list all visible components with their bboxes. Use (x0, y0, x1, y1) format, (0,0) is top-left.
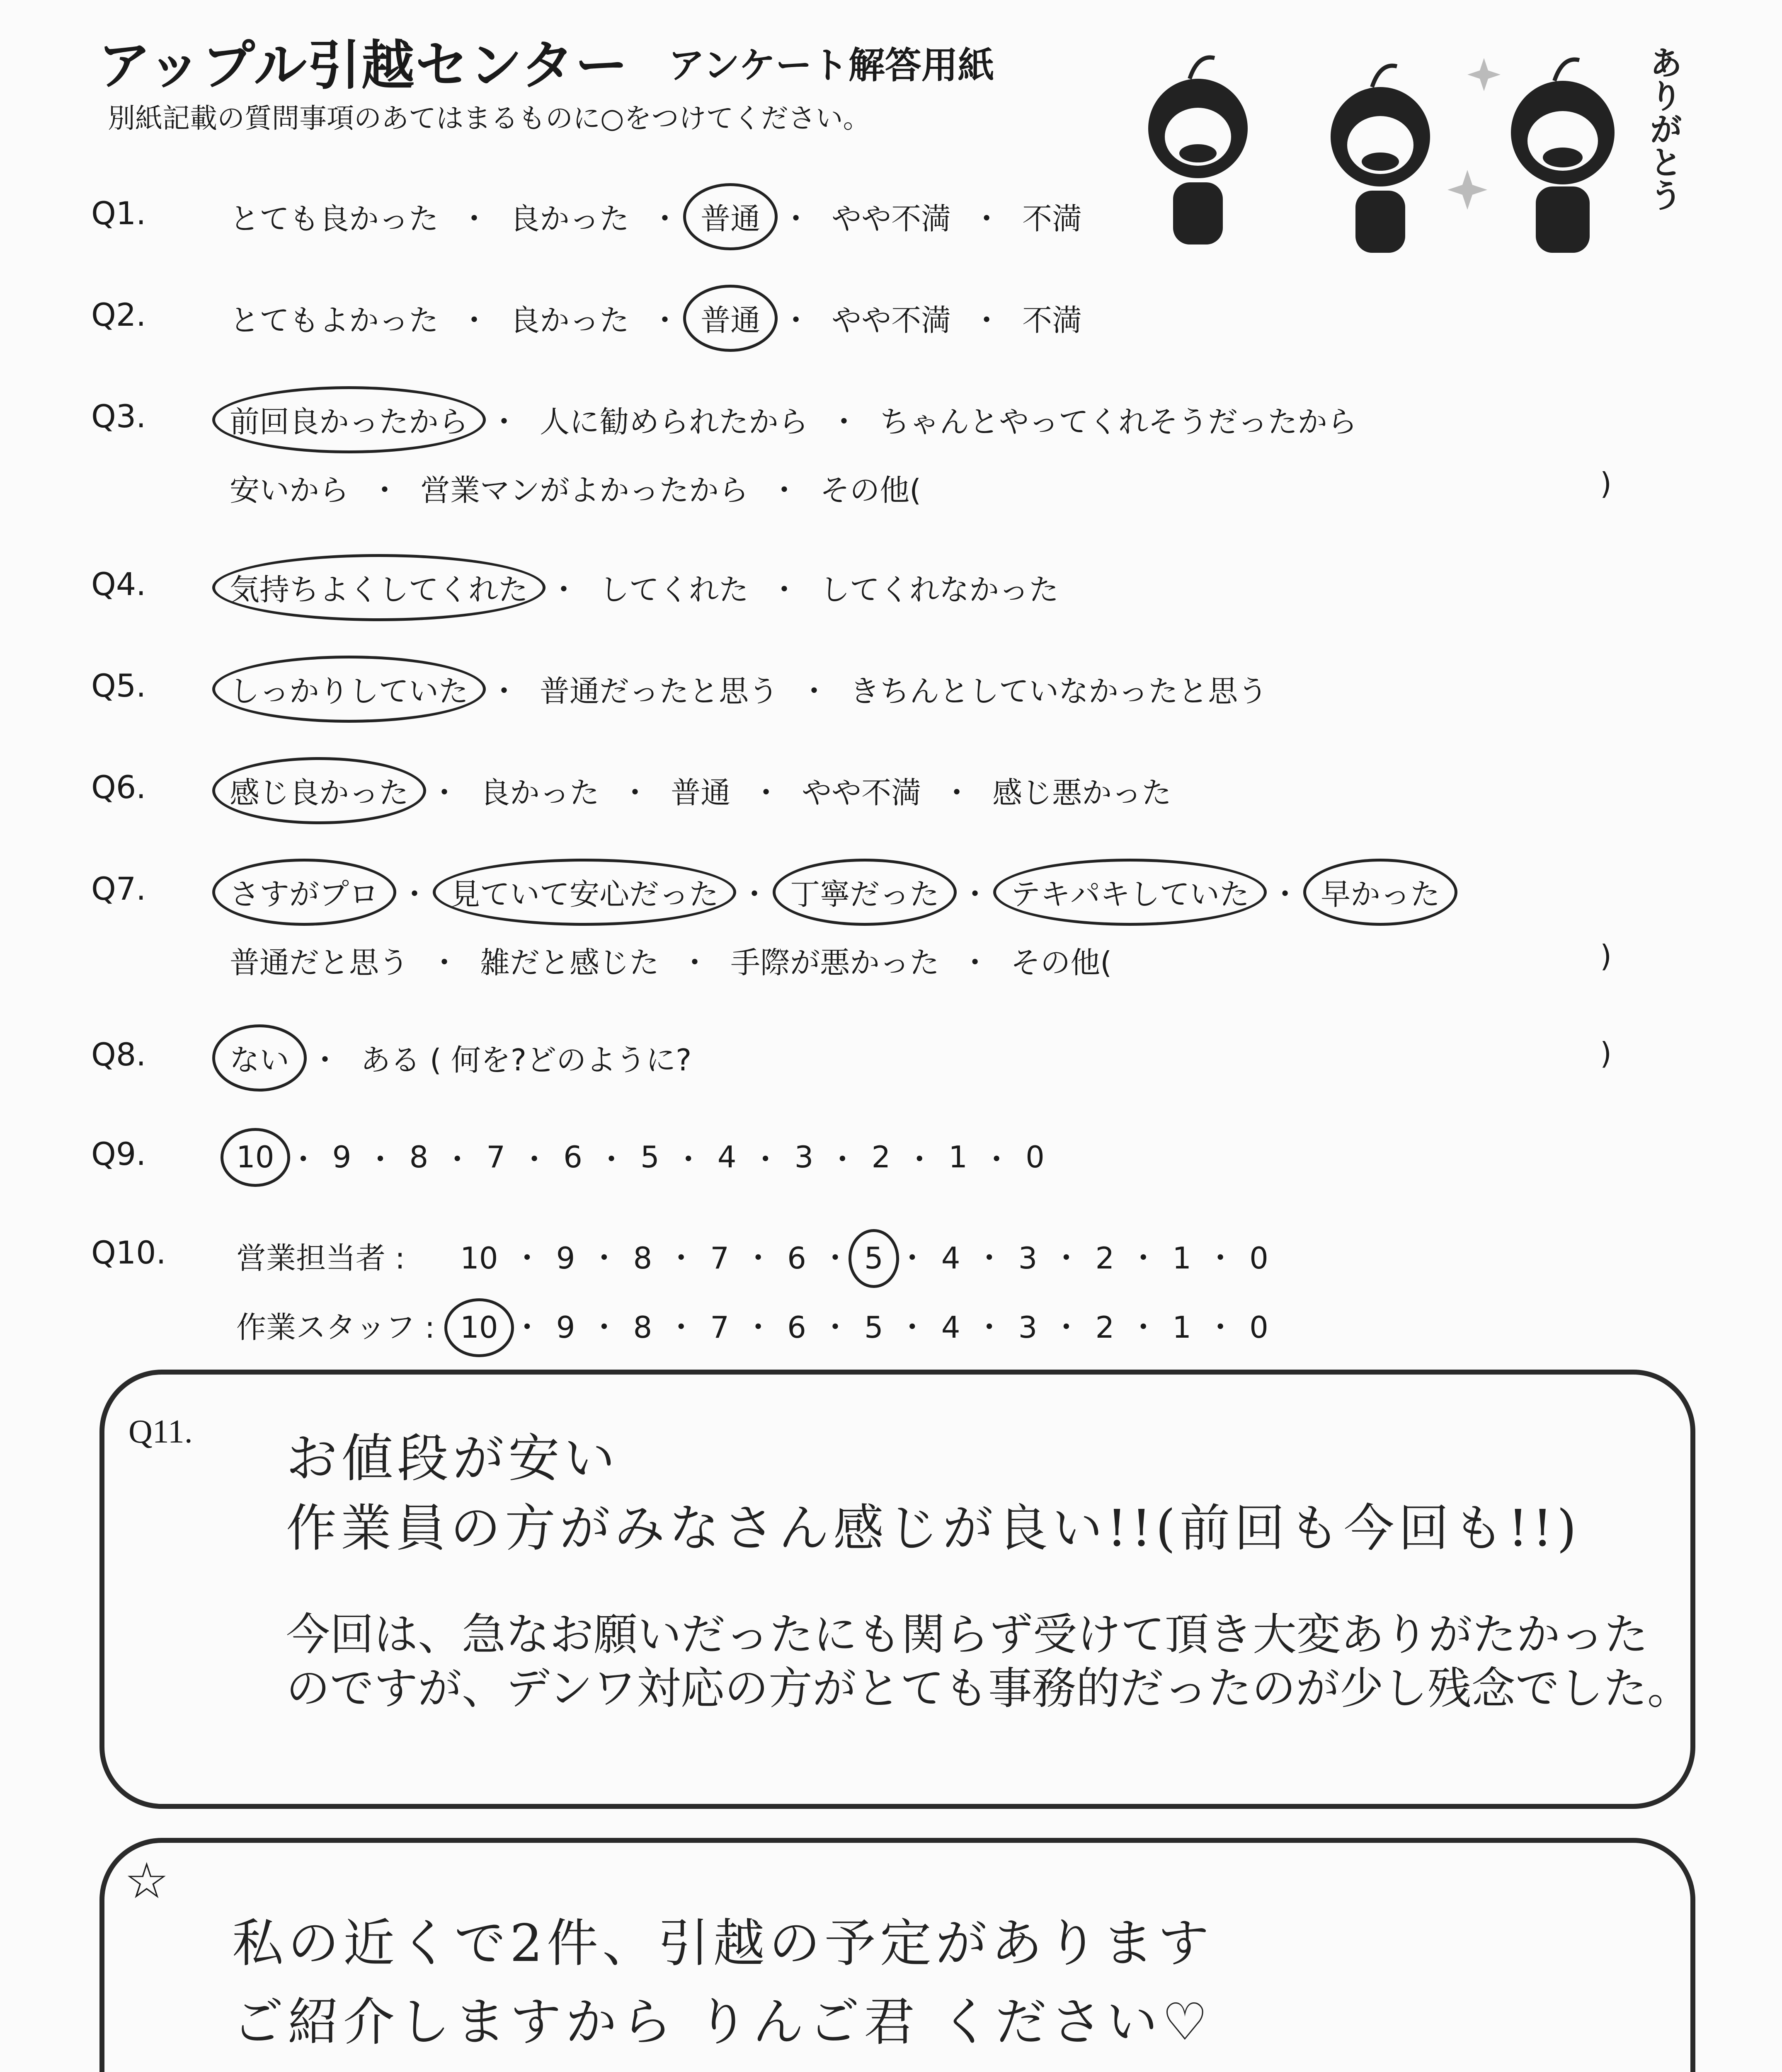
q3-label: Q3. (91, 398, 146, 435)
q2-options-line (228, 296, 1084, 339)
score-option[interactable]: 7 (710, 1241, 730, 1276)
score-option[interactable]: 2 (1095, 1241, 1115, 1276)
answer-option[interactable]: 営業マンがよかったから (420, 473, 749, 508)
score-option[interactable]: 0 (1026, 1140, 1045, 1174)
answer-option[interactable]: 雑だと感じた (480, 945, 659, 980)
answer-option[interactable]: しっかりしていた (228, 667, 470, 710)
score-option[interactable]: 8 (633, 1241, 652, 1276)
answer-option[interactable]: 丁寧だった (788, 870, 941, 913)
q5-label: Q5. (91, 667, 146, 704)
separator: ・ (974, 1310, 1004, 1345)
answer-option[interactable]: 普通だと思う (230, 945, 409, 980)
form-title: アンケート解答用紙 (668, 44, 994, 87)
separator: ・ (442, 1142, 473, 1177)
instruction-text: 別紙記載の質問事項のあてはまるものに○をつけてください。 (108, 102, 870, 134)
separator: ・ (897, 1310, 927, 1345)
q4-options-line (228, 566, 1060, 609)
q1-label: Q1. (91, 195, 146, 232)
closing-paren: ) (1600, 939, 1612, 973)
separator: ・ (549, 572, 579, 607)
q11-line-4: のですが、デンワ対応の方がとても事務的だったのが少し残念でした。 (286, 1663, 1691, 1714)
answer-option[interactable]: 良かった (510, 303, 630, 338)
separator: ・ (429, 945, 460, 980)
mascot-caption: ありがとう (1644, 46, 1683, 211)
score-option[interactable]: 7 (710, 1310, 730, 1345)
q10-label: Q10. (91, 1234, 166, 1271)
q10-staff-scale (460, 1303, 1268, 1346)
star-icon: ☆ (124, 1852, 169, 1910)
answer-option[interactable]: 感じ良かった (228, 769, 410, 812)
separator: ・ (799, 674, 829, 709)
answer-option[interactable]: 普通 (699, 195, 762, 238)
q8-options-line (228, 1036, 693, 1079)
answer-option[interactable]: 良かった (480, 775, 600, 810)
separator: ・ (960, 877, 990, 912)
score-option[interactable]: 2 (871, 1140, 891, 1174)
answer-option[interactable]: 気持ちよくしてくれた (228, 566, 530, 609)
score-option[interactable]: 4 (941, 1241, 960, 1276)
separator: ・ (781, 303, 811, 338)
separator: ・ (972, 303, 1002, 338)
separator: ・ (904, 1142, 935, 1177)
separator: ・ (1128, 1241, 1159, 1276)
answer-option[interactable]: 手際が悪かった (730, 945, 940, 980)
q10-row-sales (236, 1234, 1268, 1277)
separator: ・ (743, 1310, 773, 1345)
separator: ・ (489, 404, 519, 439)
separator: ・ (1205, 1310, 1236, 1345)
separator: ・ (982, 1142, 1012, 1177)
separator: ・ (820, 1241, 850, 1276)
score-option[interactable]: 10 (236, 1140, 274, 1174)
separator: ・ (519, 1142, 550, 1177)
q6-label: Q6. (91, 769, 146, 806)
score-option[interactable]: 4 (941, 1310, 960, 1345)
score-option[interactable]: 8 (633, 1310, 652, 1345)
score-option[interactable]: 5 (864, 1241, 883, 1276)
separator: ・ (827, 1142, 858, 1177)
separator: ・ (459, 303, 490, 338)
separator: ・ (960, 945, 990, 980)
score-option[interactable]: 3 (794, 1140, 814, 1174)
answer-option[interactable]: 安いから (230, 473, 349, 508)
answer-option[interactable]: とてもよかった (230, 303, 439, 338)
separator: ・ (1051, 1241, 1081, 1276)
answer-option[interactable]: ない (228, 1036, 291, 1079)
answer-option[interactable]: 普通 (699, 296, 762, 339)
score-option[interactable]: 6 (787, 1310, 806, 1345)
separator: ・ (942, 775, 972, 810)
separator: ・ (769, 473, 800, 508)
separator: ・ (781, 201, 811, 236)
q11-line-3: 今回は、急なお願いだったにも関らず受けて頂き大変ありがたかった (286, 1609, 1648, 1660)
closing-paren: ) (1600, 1036, 1612, 1071)
separator: ・ (596, 1142, 626, 1177)
separator: ・ (400, 877, 430, 912)
separator: ・ (750, 1142, 781, 1177)
separator: ・ (1205, 1241, 1236, 1276)
score-option[interactable]: 1 (1172, 1241, 1192, 1276)
separator: ・ (820, 1310, 850, 1345)
score-option[interactable]: 5 (640, 1140, 659, 1174)
answer-option[interactable]: 普通だったと思う (540, 674, 779, 709)
q7-options-line (228, 870, 1442, 913)
answer-option[interactable]: きちんとしていなかったと思う (850, 674, 1268, 709)
company-title: アップル引越センター (98, 35, 629, 97)
score-option[interactable]: 0 (1249, 1310, 1268, 1345)
separator: ・ (365, 1142, 395, 1177)
answer-option[interactable]: テキパキしていた (1009, 870, 1251, 913)
separator: ・ (620, 775, 650, 810)
score-option[interactable]: 1 (1172, 1310, 1192, 1345)
q8-label: Q8. (91, 1036, 146, 1073)
answer-option[interactable]: やや不満 (832, 201, 951, 236)
answer-option[interactable]: ある ( 何を?どのように? (361, 1043, 692, 1077)
q5-options-line (228, 667, 1269, 710)
answer-option[interactable]: 不満 (1022, 303, 1082, 338)
separator: ・ (1128, 1310, 1159, 1345)
score-option[interactable]: 9 (556, 1241, 575, 1276)
score-option[interactable]: 5 (864, 1310, 883, 1345)
q10-row-staff (236, 1303, 1268, 1346)
separator: ・ (512, 1241, 542, 1276)
score-option[interactable]: 9 (332, 1140, 352, 1174)
q3-options-line (228, 398, 1359, 441)
q7-label: Q7. (91, 870, 146, 907)
separator: ・ (429, 775, 460, 810)
separator: ・ (769, 572, 800, 607)
q9-scale (236, 1135, 1045, 1179)
separator: ・ (512, 1310, 542, 1345)
separator: ・ (459, 201, 490, 236)
separator: ・ (1270, 877, 1300, 912)
answer-option[interactable]: してくれた (599, 572, 749, 607)
separator: ・ (680, 945, 710, 980)
answer-option[interactable]: やや不満 (832, 303, 951, 338)
separator: ・ (751, 775, 781, 810)
answer-option[interactable]: やや不満 (802, 775, 921, 810)
separator: ・ (650, 201, 680, 236)
note-line-1: 私の近くで2件、引越の予定があります (232, 1914, 1213, 1973)
q10-sales-label: 営業担当者 : (236, 1241, 405, 1276)
score-option[interactable]: 10 (460, 1310, 498, 1345)
score-option[interactable]: 8 (409, 1140, 429, 1174)
separator: ・ (1051, 1310, 1081, 1345)
q9-label: Q9. (91, 1135, 146, 1172)
separator: ・ (739, 877, 770, 912)
score-option[interactable]: 10 (460, 1241, 498, 1276)
score-option[interactable]: 6 (787, 1241, 806, 1276)
score-option[interactable]: 9 (556, 1310, 575, 1345)
answer-option[interactable]: 早かった (1319, 870, 1442, 913)
answer-option[interactable]: その他( (1011, 945, 1112, 980)
separator: ・ (370, 473, 400, 508)
answer-option[interactable]: とても良かった (230, 201, 439, 236)
answer-option[interactable]: 良かった (510, 201, 630, 236)
score-option[interactable]: 4 (717, 1140, 737, 1174)
answer-option[interactable]: 前回良かったから (228, 398, 470, 441)
q3-options-line (228, 466, 923, 509)
score-option[interactable]: 1 (948, 1140, 968, 1174)
q7-options-line (228, 939, 1113, 982)
closing-paren: ) (1600, 466, 1612, 501)
answer-option[interactable]: 感じ悪かった (992, 775, 1172, 810)
separator: ・ (829, 404, 859, 439)
answer-option[interactable]: 不満 (1022, 201, 1082, 236)
q6-options-line (228, 769, 1173, 812)
score-option[interactable]: 2 (1095, 1310, 1115, 1345)
answer-option[interactable]: 見ていて安心だった (449, 870, 720, 913)
answer-option[interactable]: してくれなかった (820, 572, 1059, 607)
q4-label: Q4. (91, 566, 146, 603)
score-option[interactable]: 7 (486, 1140, 506, 1174)
separator: ・ (972, 201, 1002, 236)
q11-line-2: 作業員の方がみなさん感じが良い!!(前回も今回も!!) (286, 1499, 1581, 1558)
score-option[interactable]: 3 (1018, 1241, 1038, 1276)
separator: ・ (489, 674, 519, 709)
answer-option[interactable]: 普通 (671, 775, 731, 810)
mascot-illustration (1127, 33, 1675, 265)
score-option[interactable]: 3 (1018, 1310, 1038, 1345)
answer-option[interactable]: 人に勧められたから (540, 404, 809, 439)
note-line-2: ご紹介しますから りんご君 ください♡ (232, 1992, 1212, 2052)
separator: ・ (897, 1241, 927, 1276)
q1-options-line (228, 195, 1084, 238)
separator: ・ (666, 1310, 696, 1345)
answer-option[interactable]: ちゃんとやってくれそうだったから (880, 404, 1358, 439)
separator: ・ (650, 303, 680, 338)
separator: ・ (589, 1241, 619, 1276)
q10-sales-scale (460, 1234, 1268, 1277)
separator: ・ (673, 1142, 703, 1177)
score-option[interactable]: 6 (563, 1140, 582, 1174)
separator: ・ (288, 1142, 318, 1177)
answer-option[interactable]: その他( (820, 473, 921, 508)
separator: ・ (974, 1241, 1004, 1276)
q10-staff-label: 作業スタッフ : (236, 1310, 435, 1345)
separator: ・ (589, 1310, 619, 1345)
q11-label: Q11. (128, 1414, 193, 1450)
answer-option[interactable]: さすがプロ (228, 870, 381, 913)
separator: ・ (666, 1241, 696, 1276)
q2-label: Q2. (91, 296, 146, 333)
q11-line-1: お値段が安い (286, 1429, 620, 1489)
separator: ・ (310, 1043, 340, 1077)
separator: ・ (743, 1241, 773, 1276)
score-option[interactable]: 0 (1249, 1241, 1268, 1276)
